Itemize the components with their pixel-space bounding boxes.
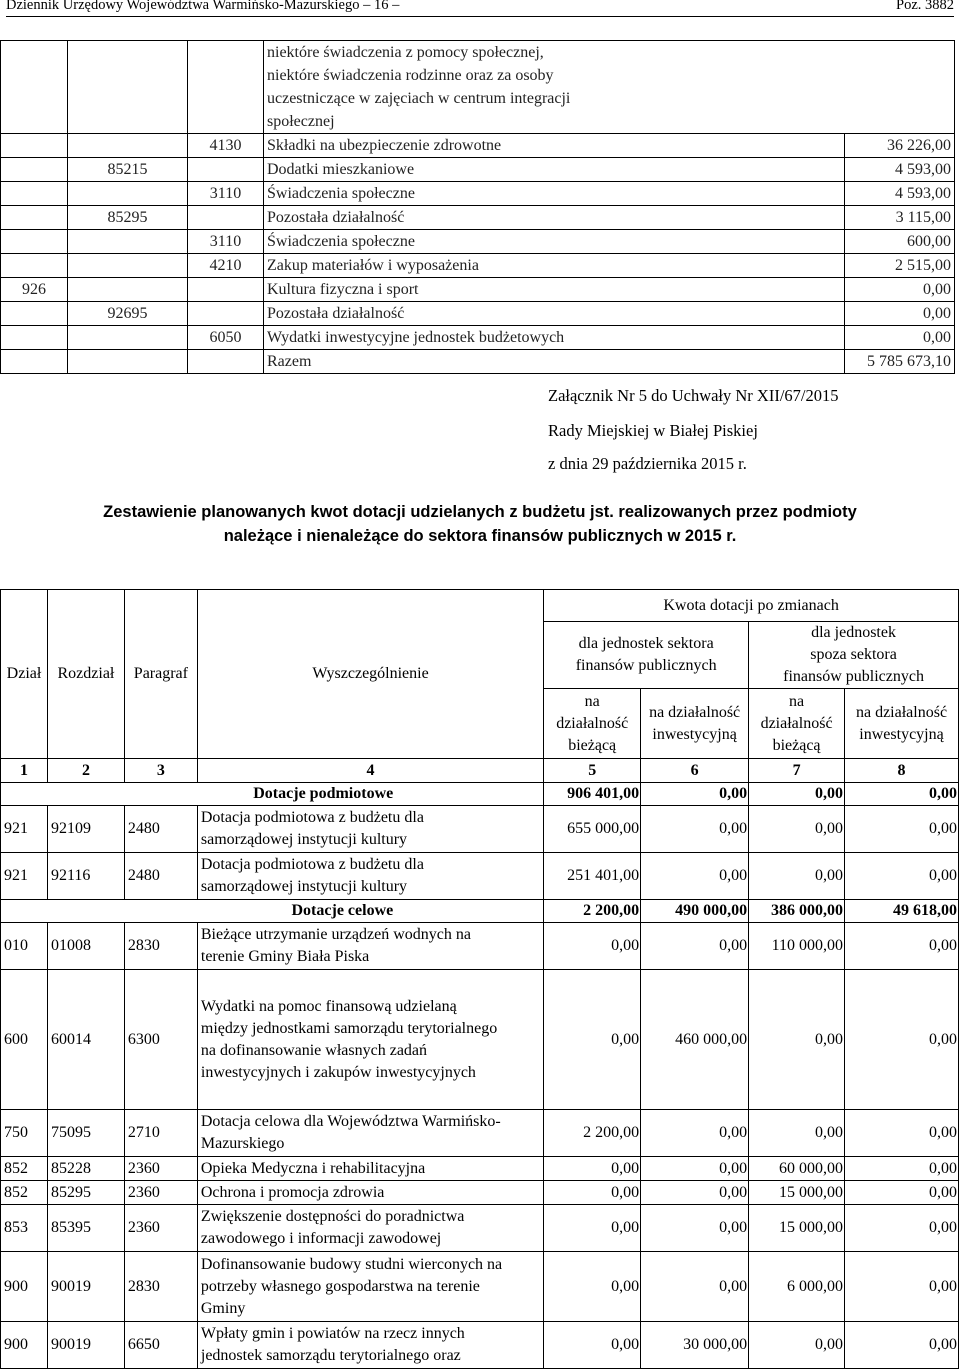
amount-cell: 6 000,00 [749, 1252, 845, 1322]
amount-cell: 0,00 [845, 806, 959, 853]
amount-cell: 0,00 [544, 1157, 641, 1181]
section-total: 0,00 [845, 783, 959, 806]
rozdzial-cell: 75095 [47, 1110, 124, 1157]
description-cell: Dotacja podmiotowa z budżetu dla samorządowej instytucji kultury [197, 853, 543, 900]
dzial-cell [1, 230, 68, 254]
column-numbers-row [1, 759, 959, 783]
header-wyszczegolnienie: Wyszczególnienie [197, 590, 543, 759]
amount-cell: 0,00 [845, 923, 959, 970]
paragraf-cell [188, 278, 264, 302]
section-total: 0,00 [749, 783, 845, 806]
dzial-cell: 900 [1, 1252, 48, 1322]
header-spoza [749, 622, 959, 689]
paragraf-cell: 2480 [124, 853, 197, 900]
description-cell: Wydatki inwestycyjne jednostek budżetowych [264, 326, 845, 350]
rozdzial-cell [68, 326, 188, 350]
header-spoza-line-b: finansów publicznych [783, 668, 924, 685]
amount-cell: 0,00 [749, 806, 845, 853]
rozdzial-cell [68, 254, 188, 278]
annex-line-1: Załącznik Nr 5 do Uchwały Nr XII/67/2015 [548, 386, 839, 405]
budget-row [1, 254, 955, 278]
dzial-cell: 010 [1, 923, 48, 970]
amount-cell: 0,00 [845, 970, 959, 1110]
column-number: 6 [641, 759, 749, 783]
paragraf-cell: 3110 [188, 182, 264, 206]
dzial-cell [1, 302, 68, 326]
table-row [1, 853, 959, 900]
paragraf-cell: 2360 [124, 1157, 197, 1181]
paragraf-cell: 2830 [124, 1252, 197, 1322]
description-cell: Świadczenia społeczne [264, 230, 845, 254]
rozdzial-cell: 90019 [47, 1322, 124, 1369]
section-total: 49 618,00 [845, 900, 959, 923]
rozdzial-cell: 92109 [47, 806, 124, 853]
column-number: 2 [47, 759, 124, 783]
rozdzial-cell [68, 350, 188, 374]
section-total: 906 401,00 [544, 783, 641, 806]
dzial-cell: 853 [1, 1205, 48, 1252]
amount-cell: 0,00 [544, 1181, 641, 1205]
description-cell: Zwiększenie dostępności do poradnictwa zawodowego i informacji zawodowej [197, 1205, 543, 1252]
amount-cell: 0,00 [544, 923, 641, 970]
amount-cell: 0,00 [641, 1205, 749, 1252]
rozdzial-cell: 85228 [47, 1157, 124, 1181]
paragraf-cell: 3110 [188, 230, 264, 254]
amount-cell: 0,00 [845, 1157, 959, 1181]
amount-cell: 0,00 [544, 1322, 641, 1369]
dzial-cell [1, 134, 68, 158]
description-cell: Pozostała działalność [264, 302, 845, 326]
dzial-cell [1, 206, 68, 230]
paragraf-cell: 2480 [124, 806, 197, 853]
amount-cell: 0,00 [845, 1252, 959, 1322]
rozdzial-cell: 01008 [47, 923, 124, 970]
dzial-cell: 921 [1, 806, 48, 853]
header-spoza-line-a: dla jednostek spoza sektora [810, 624, 897, 663]
table-row [1, 970, 959, 1110]
table-row [1, 1252, 959, 1322]
amount-cell: 0,00 [749, 1110, 845, 1157]
expenditure-table-continued [0, 40, 955, 374]
dzial-cell: 926 [1, 278, 68, 302]
rozdzial-cell [68, 278, 188, 302]
table-row [1, 1322, 959, 1369]
header-sektor: dla jednostek sektora finansów publicznych [544, 622, 749, 689]
dzial-cell: 900 [1, 1322, 48, 1369]
paragraf-cell: 2710 [124, 1110, 197, 1157]
description-cell: Ochrona i promocja zdrowia [197, 1181, 543, 1205]
table-row [1, 806, 959, 853]
amount-cell: 0,00 [845, 326, 955, 350]
amount-cell: 600,00 [845, 230, 955, 254]
budget-row [1, 206, 955, 230]
description-cell: Dotacja celowa dla Województwa Warmińsko-Mazurskiego [197, 1110, 543, 1157]
column-number: 8 [845, 759, 959, 783]
budget-row [1, 278, 955, 302]
description-cell: Dotacja podmiotowa z budżetu dla samorządowej instytucji kultury [197, 806, 543, 853]
amount-cell: 0,00 [845, 302, 955, 326]
column-number: 1 [1, 759, 48, 783]
rozdzial-cell: 85295 [47, 1181, 124, 1205]
continued-row [1, 41, 955, 134]
amount-cell: 460 000,00 [641, 970, 749, 1110]
amount-cell: 0,00 [641, 923, 749, 970]
budget-row [1, 134, 955, 158]
section-total: 2 200,00 [544, 900, 641, 923]
rozdzial-cell: 90019 [47, 1252, 124, 1322]
column-number: 7 [749, 759, 845, 783]
section-label: Dotacje celowe [1, 900, 544, 923]
document-title [0, 500, 960, 548]
rozdzial-cell [68, 182, 188, 206]
header-rozdzial: Rozdział [47, 590, 124, 759]
table-row [1, 1157, 959, 1181]
header-dzial: Dział [1, 590, 48, 759]
amount-cell: 0,00 [845, 1322, 959, 1369]
section-label: Dotacje podmiotowe [1, 783, 544, 806]
description-cell: Bieżące utrzymanie urządzeń wodnych na terenie Gminy Biała Piska [197, 923, 543, 970]
dzial-cell: 852 [1, 1157, 48, 1181]
amount-cell: 0,00 [641, 1252, 749, 1322]
paragraf-cell: 2830 [124, 923, 197, 970]
paragraf-cell [188, 302, 264, 326]
paragraf-cell [188, 350, 264, 374]
amount-cell: 0,00 [641, 806, 749, 853]
paragraf-cell: 2360 [124, 1205, 197, 1252]
rozdzial-cell [68, 134, 188, 158]
amount-cell: 0,00 [641, 853, 749, 900]
dzial-cell [1, 326, 68, 350]
amount-cell: 3 115,00 [845, 206, 955, 230]
dzial-cell [1, 158, 68, 182]
dzial-cell: 600 [1, 970, 48, 1110]
section-total: 490 000,00 [641, 900, 749, 923]
amount-cell: 0,00 [845, 1110, 959, 1157]
description-cell: Kultura fizyczna i sport [264, 278, 845, 302]
description-cell: Zakup materiałów i wyposażenia [264, 254, 845, 278]
rozdzial-cell: 85295 [68, 206, 188, 230]
header-spoza-inwestycyjna: na działalność inwestycyjną [845, 689, 959, 759]
description-cell: Świadczenia społeczne [264, 182, 845, 206]
amount-cell: 0,00 [641, 1110, 749, 1157]
amount-cell: 5 785 673,10 [845, 350, 955, 374]
amount-cell: 0,00 [544, 1252, 641, 1322]
table-row [1, 1205, 959, 1252]
amount-cell: 0,00 [749, 853, 845, 900]
rozdzial-cell: 85395 [47, 1205, 124, 1252]
amount-cell: 15 000,00 [749, 1205, 845, 1252]
amount-cell: 36 226,00 [845, 134, 955, 158]
amount-cell: 110 000,00 [749, 923, 845, 970]
amount-cell: 655 000,00 [544, 806, 641, 853]
budget-row [1, 158, 955, 182]
dzial-cell: 921 [1, 853, 48, 900]
amount-cell: 0,00 [641, 1181, 749, 1205]
amount-cell: 4 593,00 [845, 158, 955, 182]
section-total: 386 000,00 [749, 900, 845, 923]
paragraf-cell: 4130 [188, 134, 264, 158]
amount-cell: 60 000,00 [749, 1157, 845, 1181]
paragraf-cell: 6300 [124, 970, 197, 1110]
rozdzial-cell: 92695 [68, 302, 188, 326]
amount-cell: 2 200,00 [544, 1110, 641, 1157]
amount-cell: 0,00 [641, 1157, 749, 1181]
section-row-celowe [1, 900, 959, 923]
column-number: 3 [124, 759, 197, 783]
amount-cell: 30 000,00 [641, 1322, 749, 1369]
amount-cell: 0,00 [544, 970, 641, 1110]
title-line-1: Zestawienie planowanych kwot dotacji udzielanych z budżetu jst. realizowanych przez podmioty [103, 503, 857, 521]
amount-cell: 2 515,00 [845, 254, 955, 278]
amount-cell: 15 000,00 [749, 1181, 845, 1205]
dzial-cell [1, 254, 68, 278]
annex-line-3: z dnia 29 października 2015 r. [548, 454, 747, 473]
section-total: 0,00 [641, 783, 749, 806]
annex-line-2: Rady Miejskiej w Białej Piskiej [548, 421, 758, 440]
header-kwota: Kwota dotacji po zmianach [544, 590, 959, 622]
description-cell: Dofinansowanie budowy studni wierconych na potrzeby własnego gospodarstwa na terenie Gminy [197, 1252, 543, 1322]
amount-cell: 0,00 [749, 970, 845, 1110]
budget-row [1, 350, 955, 374]
header-sektor-biezaca: na działalność bieżącą [544, 689, 641, 759]
paragraf-cell: 6650 [124, 1322, 197, 1369]
page-header [6, 0, 954, 17]
rozdzial-cell: 60014 [47, 970, 124, 1110]
column-number: 4 [197, 759, 543, 783]
description-cell: Pozostała działalność [264, 206, 845, 230]
description-cell: Dodatki mieszkaniowe [264, 158, 845, 182]
column-number: 5 [544, 759, 641, 783]
dzial-cell: 852 [1, 1181, 48, 1205]
dzial-cell: 750 [1, 1110, 48, 1157]
dzial-cell [1, 182, 68, 206]
budget-row [1, 182, 955, 206]
description-cell: Wydatki na pomoc finansową udzielaną między jednostkami samorządu terytorialnego na dofinansowanie własnych zadań inwestycyjnych i zakupów inwestycyjnych [197, 970, 543, 1110]
subsidies-table [0, 589, 959, 1369]
description-cell: Razem [264, 350, 845, 374]
rozdzial-cell: 92116 [47, 853, 124, 900]
budget-row [1, 302, 955, 326]
table-row [1, 923, 959, 970]
paragraf-cell: 4210 [188, 254, 264, 278]
amount-cell: 4 593,00 [845, 182, 955, 206]
table-row [1, 1110, 959, 1157]
header-spoza-biezaca: na działalność bieżącą [749, 689, 845, 759]
amount-cell: 0,00 [749, 1322, 845, 1369]
paragraf-cell: 2360 [124, 1181, 197, 1205]
amount-cell: 0,00 [544, 1205, 641, 1252]
position-number: Poz. 3882 [896, 0, 954, 13]
header-paragraf: Paragraf [124, 590, 197, 759]
title-line-2: należące i nienależące do sektora finansów publicznych w 2015 r. [223, 527, 737, 545]
header-sektor-inwestycyjna: na działalność inwestycyjną [641, 689, 749, 759]
description-cell: Składki na ubezpieczenie zdrowotne [264, 134, 845, 158]
rozdzial-cell [68, 230, 188, 254]
section-row-podmiotowe [1, 783, 959, 806]
budget-row [1, 326, 955, 350]
description-cell: Wpłaty gmin i powiatów na rzecz innych jednostek samorządu terytorialnego oraz [197, 1322, 543, 1369]
paragraf-cell [188, 158, 264, 182]
continued-description: niektóre świadczenia z pomocy społecznej, niektóre świadczenia rodzinne oraz za osoby uczestniczące w zajęciach w centrum integracji społecznej [264, 41, 955, 134]
amount-cell: 0,00 [845, 853, 959, 900]
budget-row [1, 230, 955, 254]
paragraf-cell: 6050 [188, 326, 264, 350]
description-cell: Opieka Medyczna i rehabilitacyjna [197, 1157, 543, 1181]
paragraf-cell [188, 206, 264, 230]
table-row [1, 1181, 959, 1205]
amount-cell: 0,00 [845, 1205, 959, 1252]
dzial-cell [1, 350, 68, 374]
amount-cell: 0,00 [845, 1181, 959, 1205]
amount-cell: 251 401,00 [544, 853, 641, 900]
amount-cell: 0,00 [845, 278, 955, 302]
journal-title: Dziennik Urzędowy Województwa Warmińsko-Mazurskiego – 16 – [6, 0, 400, 13]
rozdzial-cell: 85215 [68, 158, 188, 182]
